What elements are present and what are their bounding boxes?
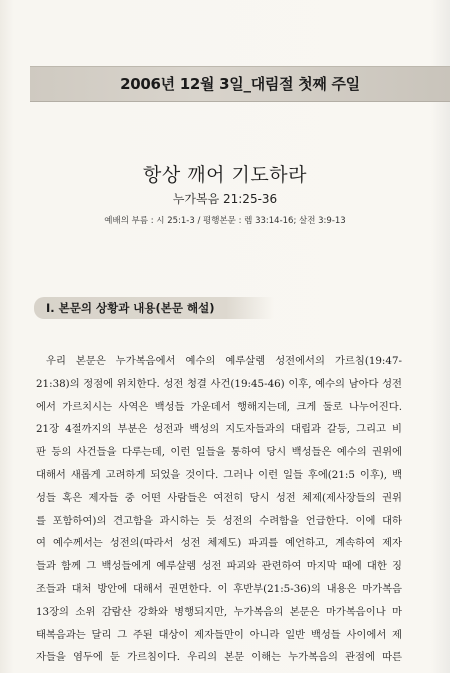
scripture-reference: 누가복음 21:25-36 bbox=[172, 192, 278, 206]
body-line: 대해서 새롭게 고려하게 되었을 것이다. 그러나 이런 일들 후에(21:5 이후), 백 bbox=[36, 468, 402, 481]
body-line: 우리 본문은 누가복음에서 예수의 예루살렘 성전에서의 가르침(19:47- bbox=[46, 355, 402, 367]
body-line: 여 예수께서는 성전의(따라서 성전 체제도) 파괴를 예언하고, 계속하여 제자 bbox=[36, 537, 402, 550]
body-line: 조들과 대처 방안에 대해서 권면한다. 이 후반부(21:5-36)의 내용은 마가복음 bbox=[36, 582, 402, 595]
body-line: 들과 함께 그 백성들에게 예루살렘 성전 파괴와 관련하여 마지막 때에 대한 징 bbox=[36, 560, 402, 573]
body-line: 13장의 소위 감람산 강화와 병행되지만, 누가복음의 본문은 마가복음이나 마 bbox=[36, 605, 402, 618]
sermon-title: 항상 깨어 기도하라 bbox=[143, 164, 307, 186]
body-line: 태복음과는 달리 그 주된 대상이 제자들만이 아니라 일반 백성들 사이에서 제 bbox=[36, 628, 402, 641]
body-line: 21:38)의 정점에 위치한다. 성전 청결 사건(19:45-46) 이후, 예수의 남아다 성전 bbox=[36, 377, 402, 390]
body-line: 를 포함하여)의 견고함을 과시하는 듯 성전의 수려함을 언급한다. 이에 대하 bbox=[36, 514, 402, 527]
section-heading: Ⅰ. 본문의 상황과 내용(본문 해설) bbox=[46, 301, 215, 315]
body-line: 성들 혹은 제자들 중 어떤 사람들은 여전히 당시 성전 체제(제사장들의 권위 bbox=[36, 491, 402, 504]
body-text bbox=[36, 350, 402, 669]
body-line: 판 등의 사건들을 다루는데, 이런 일들을 통하여 당시 백성들은 예수의 권위에 bbox=[36, 446, 402, 459]
reading-references: 예배의 부름 : 시 25:1-3 / 평행본문 : 렘 33:14-16; 살전 3:9-13 bbox=[104, 216, 346, 226]
body-line: 자들을 염두에 둔 가르침이다. 우리의 본문 이해는 누가복음의 관점에 따른 bbox=[36, 651, 402, 664]
body-line: 21장 4절까지의 부분은 성전과 백성의 지도자들과의 대립과 갈등, 그리고 비 bbox=[36, 423, 402, 436]
date-header-title: 2006년 12월 3일_대림절 첫째 주일 bbox=[120, 75, 360, 93]
date-header-band bbox=[30, 66, 450, 102]
section-heading-band bbox=[34, 297, 274, 319]
body-line: 에서 가르치시는 사역은 백성들 가운데서 행해지는데, 크게 둘로 나누어진다. bbox=[36, 400, 402, 413]
